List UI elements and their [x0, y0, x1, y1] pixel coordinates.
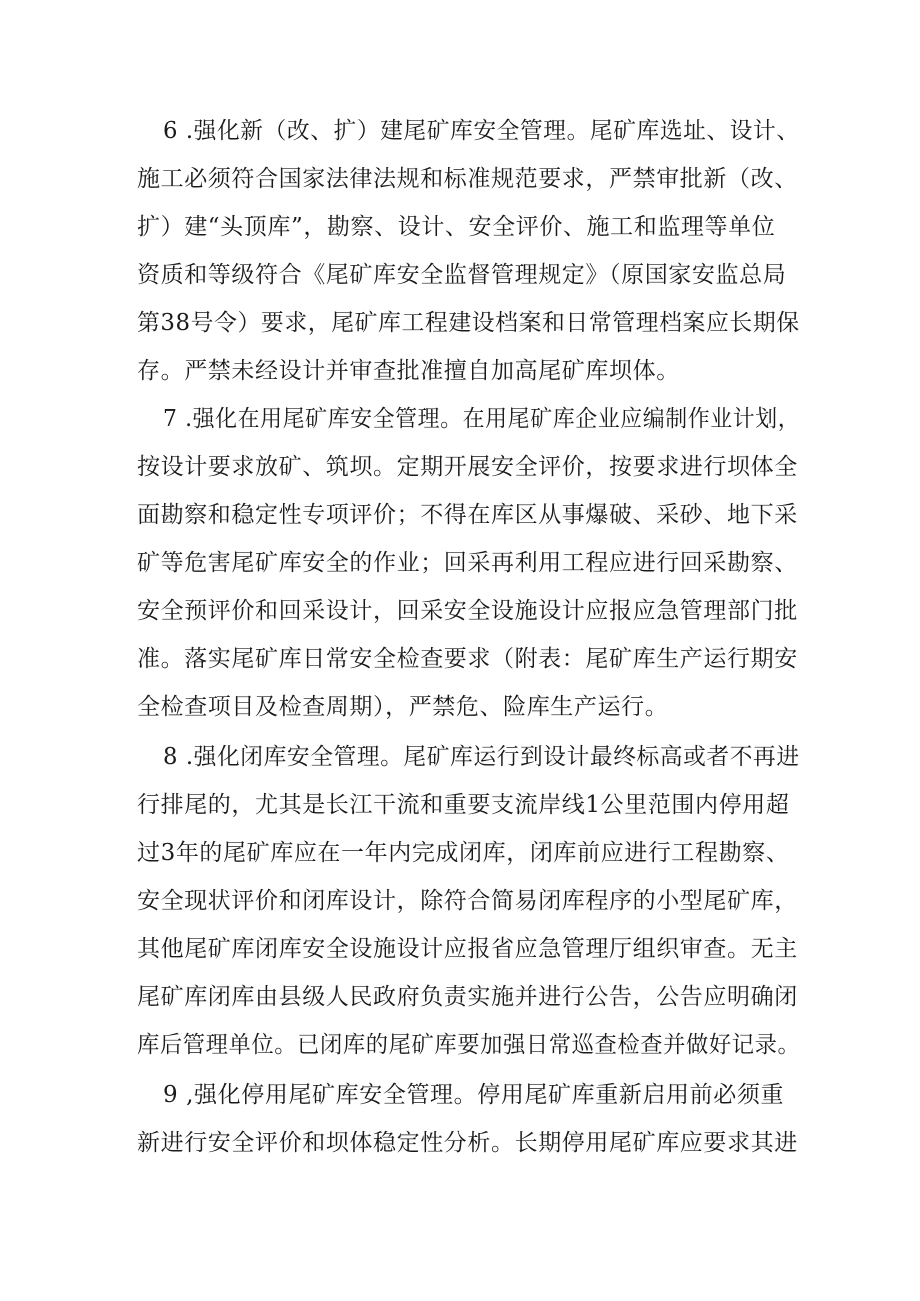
text-line-21: 9 ,强化停用尾矿库安全管理。停用尾矿库重新启用前必须重 [163, 1082, 785, 1108]
text-line-6: 存。严禁未经设计并审查批准擅自加高尾矿库坝体。 [137, 358, 680, 384]
text-line-8: 按设计要求放矿、筑坝。定期开展安全评价，按要求进行坝体全 [137, 454, 798, 480]
text-line-10: 矿等危害尾矿库安全的作业；回采再利用工程应进行回采勘察、 [137, 550, 798, 576]
text-line-1: 6 .强化新（改、扩）建尾矿库安全管理。尾矿库选址、设计、 [163, 118, 800, 144]
text-line-19: 尾矿库闭库由县级人民政府负责实施并进行公告，公告应明确闭 [137, 984, 798, 1010]
text-line-22: 新进行安全评价和坝体稳定性分析。长期停用尾矿库应要求其进 [137, 1130, 798, 1156]
text-line-2: 施工必须符合国家法律法规和标准规范要求，严禁审批新（改、 [137, 166, 798, 192]
text-line-9: 面勘察和稳定性专项评价；不得在库区从事爆破、采砂、地下采 [137, 502, 798, 528]
text-line-12: 准。落实尾矿库日常安全检查要求（附表：尾矿库生产运行期安 [137, 646, 798, 672]
text-line-4: 资质和等级符合《尾矿库安全监督管理规定》（原国家安监总局 [137, 262, 787, 288]
text-line-14: 8 .强化闭库安全管理。尾矿库运行到设计最终标高或者不再进 [163, 744, 800, 770]
text-line-3: 扩）建“头顶库”，勘察、设计、安全评价、施工和监理等单位 [137, 214, 776, 240]
text-line-13: 全检查项目及检查周期），严禁危、险库生产运行。 [137, 694, 669, 720]
text-line-7: 7 .强化在用尾矿库安全管理。在用尾矿库企业应编制作业计划， [163, 406, 801, 432]
text-line-17: 安全现状评价和闭库设计，除符合简易闭库程序的小型尾矿库， [137, 888, 798, 914]
text-line-18: 其他尾矿库闭库安全设施设计应报省应急管理厅组织审查。无主 [137, 936, 798, 962]
text-line-5: 第38号令）要求，尾矿库工程建设档案和日常管理档案应长期保 [137, 310, 800, 336]
text-line-15: 行排尾的，尤其是长江干流和重要支流岸线1公里范围内停用超 [137, 792, 790, 818]
text-line-16: 过3年的尾矿库应在一年内完成闭库，闭库前应进行工程勘察、 [137, 840, 790, 866]
text-line-11: 安全预评价和回采设计，回采安全设施设计应报应急管理部门批 [137, 598, 798, 624]
text-line-20: 库后管理单位。已闭库的尾矿库要加强日常巡查检查并做好记录。 [137, 1032, 801, 1058]
